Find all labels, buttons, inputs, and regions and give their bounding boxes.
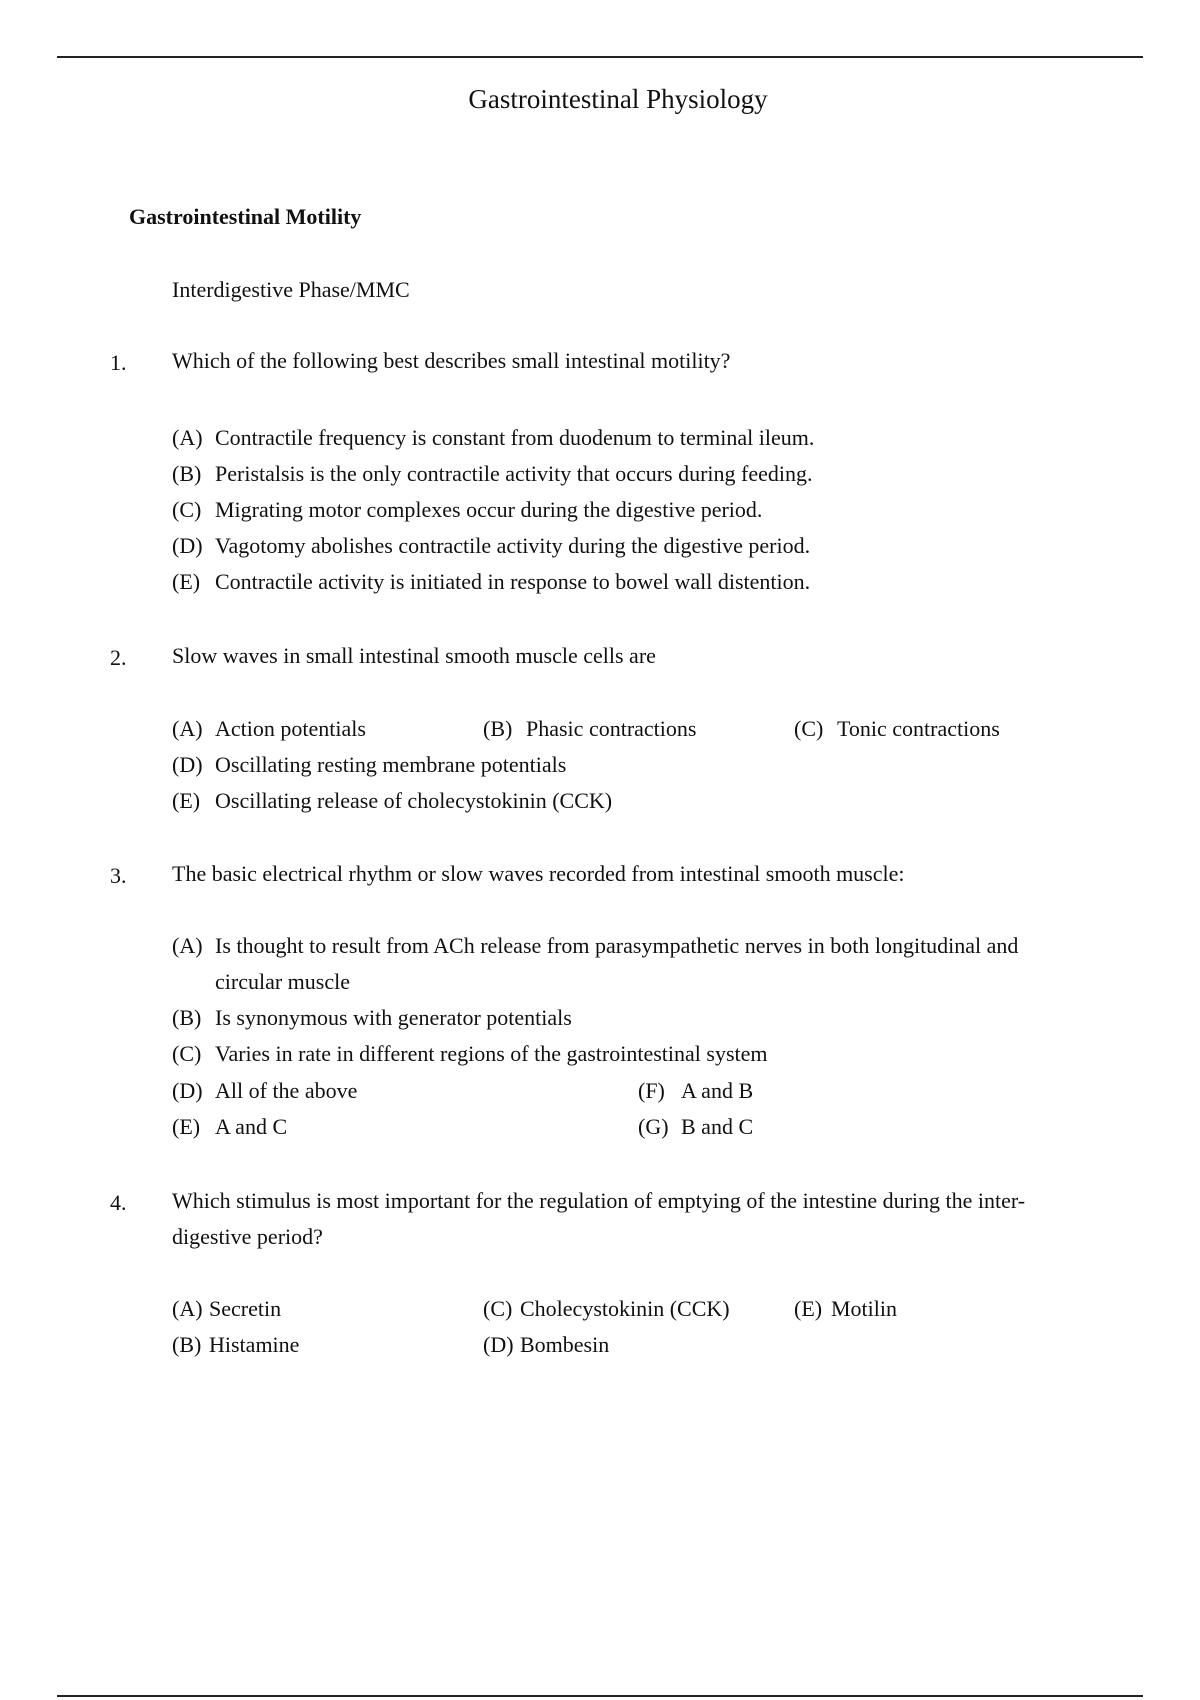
option-text: Cholecystokinin (CCK) xyxy=(520,1296,730,1321)
subsection-heading: Interdigestive Phase/MMC xyxy=(172,277,410,302)
option-label: (B) xyxy=(172,461,202,486)
option-label: (A) xyxy=(172,425,203,450)
question-4-option-b xyxy=(172,1327,299,1363)
question-3-options-row-4 xyxy=(172,1073,1072,1109)
option-label: (D) xyxy=(483,1332,514,1357)
option-label: (D) xyxy=(172,533,203,558)
option-text: Vagotomy abolishes contractile activity during the digestive period. xyxy=(215,533,811,558)
question-3-option-f xyxy=(638,1073,753,1109)
option-text: Varies in rate in different regions of the gastrointestinal system xyxy=(215,1041,768,1066)
option-label: (G) xyxy=(638,1114,669,1139)
question-4-option-a xyxy=(172,1291,281,1327)
top-rule xyxy=(57,56,1143,58)
option-text: Is thought to result from ACh release from parasympathetic nerves in both longitudinal and circular muscle xyxy=(215,933,1019,994)
question-2-text: Slow waves in small intestinal smooth muscle cells are xyxy=(172,643,656,668)
option-label: (E) xyxy=(172,569,201,594)
question-2-option-b xyxy=(483,711,696,747)
question-2-option-a xyxy=(172,711,366,747)
option-label: (D) xyxy=(172,752,203,777)
option-text: A and C xyxy=(215,1114,288,1139)
question-4-options-row-2 xyxy=(172,1327,1072,1363)
option-text: Motilin xyxy=(831,1296,898,1321)
option-text: All of the above xyxy=(215,1078,358,1103)
question-1-option-b xyxy=(172,456,813,492)
question-2-number: 2. xyxy=(110,645,127,670)
option-label: (A) xyxy=(172,716,203,741)
option-text: Is synonymous with generator potentials xyxy=(215,1005,572,1030)
option-label: (C) xyxy=(794,716,824,741)
question-3-text: The basic electrical rhythm or slow waves recorded from intestinal smooth muscle: xyxy=(172,861,905,886)
question-3-option-g xyxy=(638,1109,753,1145)
option-text: Secretin xyxy=(209,1296,282,1321)
option-text: B and C xyxy=(681,1114,754,1139)
option-label: (C) xyxy=(172,497,202,522)
option-label: (A) xyxy=(172,933,203,958)
option-text: Migrating motor complexes occur during the digestive period. xyxy=(215,497,763,522)
option-label: (B) xyxy=(483,716,513,741)
question-1-option-e xyxy=(172,564,810,600)
option-text: Oscillating resting membrane potentials xyxy=(215,752,567,777)
question-1-number: 1. xyxy=(110,350,127,375)
option-label: (C) xyxy=(172,1041,202,1066)
option-text: Action potentials xyxy=(215,716,366,741)
question-2-option-e xyxy=(172,783,612,819)
question-4-text: Which stimulus is most important for the regulation of emptying of the intestine during the inter-digestive period? xyxy=(172,1188,1026,1249)
question-3-options-row-5 xyxy=(172,1109,1072,1145)
option-label: (E) xyxy=(172,788,201,813)
option-text: Phasic contractions xyxy=(526,716,697,741)
option-text: Contractile activity is initiated in response to bowel wall distention. xyxy=(215,569,811,594)
option-text: Tonic contractions xyxy=(837,716,1000,741)
section-heading: Gastrointestinal Motility xyxy=(129,204,362,229)
question-1-option-c xyxy=(172,492,762,528)
question-4-number: 4. xyxy=(110,1190,127,1215)
option-text: A and B xyxy=(681,1078,754,1103)
question-3-option-e xyxy=(172,1109,287,1145)
question-4-option-d xyxy=(483,1327,609,1363)
question-2-option-c xyxy=(794,711,1000,747)
question-4-options-row-1 xyxy=(172,1291,1072,1327)
question-3-option-c xyxy=(172,1036,768,1072)
option-text: Bombesin xyxy=(520,1332,610,1357)
question-3-option-b xyxy=(172,1000,572,1036)
option-text: Contractile frequency is constant from duodenum to terminal ileum. xyxy=(215,425,815,450)
option-label: (F) xyxy=(638,1078,665,1103)
question-4-option-c xyxy=(483,1291,730,1327)
option-label: (E) xyxy=(172,1114,201,1139)
option-text: Oscillating release of cholecystokinin (CCK) xyxy=(215,788,613,813)
option-label: (C) xyxy=(483,1296,513,1321)
question-3-option-d xyxy=(172,1073,357,1109)
option-label: (E) xyxy=(794,1296,823,1321)
option-text: Peristalsis is the only contractile activity that occurs during feeding. xyxy=(215,461,813,486)
bottom-rule xyxy=(57,1695,1143,1697)
option-text: Histamine xyxy=(209,1332,300,1357)
question-2-option-d xyxy=(172,747,566,783)
page-title: Gastrointestinal Physiology xyxy=(468,84,768,114)
question-2-options-row-1 xyxy=(172,711,1072,747)
question-1-text: Which of the following best describes small intestinal motility? xyxy=(172,348,731,373)
option-label: (D) xyxy=(172,1078,203,1103)
question-1-option-a xyxy=(172,420,814,456)
option-label: (B) xyxy=(172,1332,202,1357)
question-1-option-d xyxy=(172,528,810,564)
option-label: (B) xyxy=(172,1005,202,1030)
question-3-option-a xyxy=(172,928,1072,1000)
question-3-number: 3. xyxy=(110,863,127,888)
question-4-option-e xyxy=(794,1291,897,1327)
option-label: (A) xyxy=(172,1296,203,1321)
